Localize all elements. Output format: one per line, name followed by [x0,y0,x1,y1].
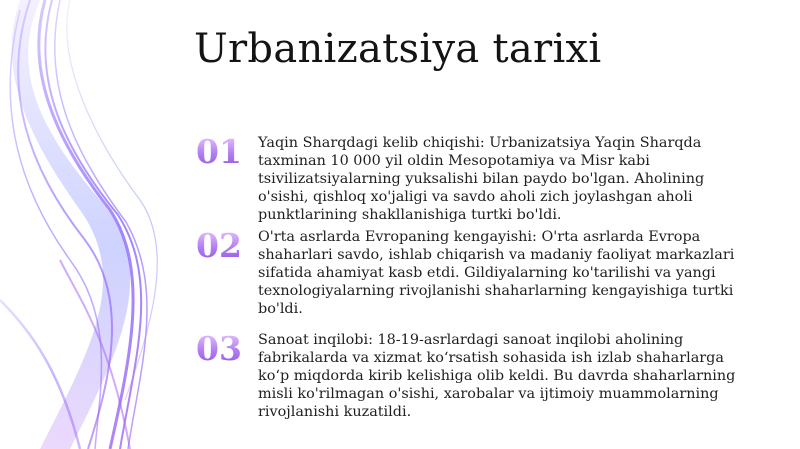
item-number: 02 [196,226,242,265]
purple-wave-decoration [0,0,210,449]
item-number: 01 [196,132,242,171]
item-text: O'rta asrlarda Evropaning kengayishi: O'rta asrlarda Evropa shaharlari savdo, ishlab chiqarish va madaniy faoliyat markazlari sifatida ahamiyat kasb etdi. Gildiyalarning ko'tarilishi va yangi texnologiyalarning rivojlanishi shaharlarning kengayishiga turtki bo'ldi. [258,229,735,317]
item-text: Sanoat inqilobi: 18-19-asrlardagi sanoat inqilobi aholining fabrikalarda va xizmat ko‘rsatish sohasida ish izlab shaharlarga ko‘p miqdorda kirib kelishiga olib keldi. Bu davrda shaharlarning misli ko'rilmagan o'sishi, xarobalar va ijtimoiy muammolarning rivojlanishi kuzatildi. [258,332,736,420]
slide-title: Urbanizatsiya tarixi [194,26,602,72]
item-number: 03 [196,329,242,368]
item-text: Yaqin Sharqdagi kelib chiqishi: Urbanizatsiya Yaqin Sharqda taxminan 10 000 yil oldin Mesopotamiya va Misr kabi tsivilizatsiyalarning yuksalishi bilan paydo bo'lgan. Aholining o'sishi, qishloq xo'jaligi va savdo aholi zich joylashgan aholi punktlarining shakllanishiga turtki bo'ldi. [258,135,705,223]
